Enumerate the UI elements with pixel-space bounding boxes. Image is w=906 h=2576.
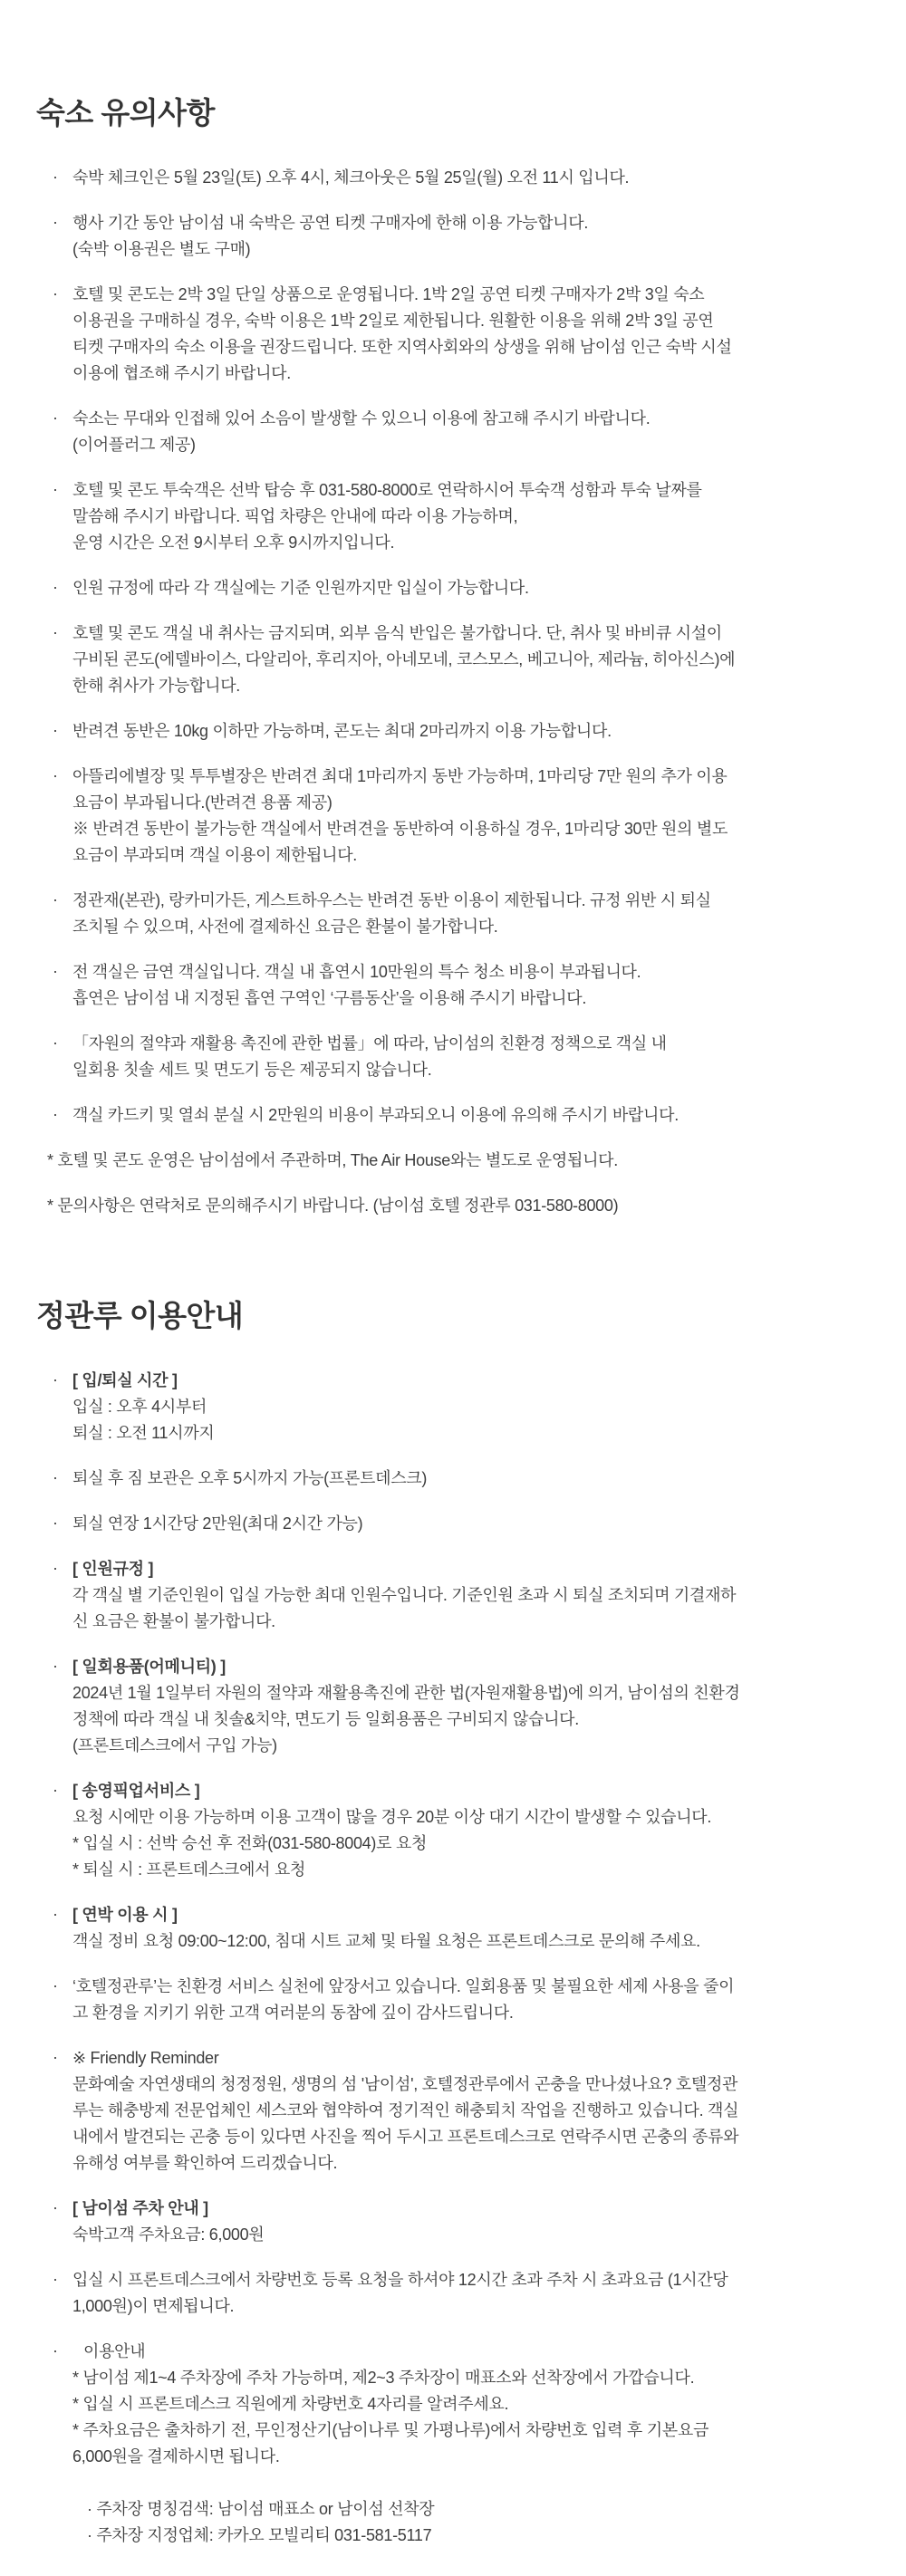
notice-line: * 남이섬 제1~4 주차장에 주차 가능하며, 제2~3 주차장이 매표소와 선착장에서 가깝습니다. (72, 2369, 695, 2387)
bullet-dot-icon: · (53, 1905, 58, 1923)
bullet-dot-icon: · (53, 1105, 58, 1123)
notice-item-text (72, 620, 872, 699)
notice-line: 고 환경을 지키기 위한 고객 여러분의 동참에 깊이 감사드립니다. (72, 2004, 514, 2022)
bullet-dot-icon: · (53, 2198, 58, 2216)
notice-item (36, 1102, 872, 1129)
notice-line: 구비된 콘도(에델바이스, 다알리아, 후리지아, 아네모네, 코스모스, 베고니아, 제라늄, 히아신스)에 (72, 650, 736, 668)
notice-item-text (47, 1148, 872, 1174)
notice-line: 요금이 부과되며 객실 이용이 제한됩니다. (72, 846, 357, 864)
notice-item (36, 1902, 872, 1955)
notice-item-text (72, 1031, 872, 1083)
bullet-dot-icon: · (53, 578, 58, 596)
notice-subheading: [ 연박 이용 시 ] (72, 1906, 178, 1924)
notice-line: 티켓 구매자의 숙소 이용을 권장드립니다. 또한 지역사회와의 상생을 위해 남이섬 인근 숙박 시설 (72, 338, 732, 356)
notice-item (36, 165, 872, 191)
notice-line: 요청 시에만 이용 가능하며 이용 고객이 많을 경우 20분 이상 대기 시간이 발생할 수 있습니다. (72, 1808, 712, 1826)
notice-line: 이용권을 구매하실 경우, 숙박 이용은 1박 2일로 제한됩니다. 원활한 이용을 위해 2박 3일 공연 (72, 312, 714, 330)
notice-line: * 입실 시 : 선박 승선 후 전화(031-580-8004)로 요청 (72, 1834, 428, 1852)
bullet-dot-icon: · (53, 480, 58, 498)
notice-item-text (72, 1556, 872, 1635)
notice-line: 숙소는 무대와 인접해 있어 소음이 발생할 수 있으니 이용에 참고해 주시기 바랍니다. (72, 409, 651, 428)
bullet-dot-icon: · (53, 1370, 58, 1389)
notice-item-text (47, 1193, 872, 1219)
bullet-dot-icon: · (53, 766, 58, 784)
notice-line: 반려견 동반은 10kg 이하만 가능하며, 콘도는 최대 2마리까지 이용 가능합니다. (72, 722, 612, 740)
bullet-dot-icon: · (53, 962, 58, 980)
jeonggwanru-guide-title: 정관루 이용안내 (36, 1299, 244, 1332)
notice-line: 6,000원을 결제하시면 됩니다. (72, 2447, 280, 2465)
bullet-dot-icon: · (53, 1976, 58, 1994)
notice-line: (숙박 이용권은 별도 구매) (72, 240, 251, 258)
notice-line: 이용에 협조해 주시기 바랍니다. (72, 364, 291, 382)
notice-item (36, 2267, 872, 2320)
notice-line: 한해 취사가 가능합니다. (72, 677, 240, 695)
notice-item (36, 282, 872, 387)
notice-item (36, 477, 872, 556)
notice-item-text (72, 406, 872, 458)
notice-line: ‘호텔정관루’는 친환경 서비스 실천에 앞장서고 있습니다. 일회용품 및 불필요한 세제 사용을 줄이 (72, 1977, 735, 1995)
notice-line: 정책에 따라 객실 내 칫솔&치약, 면도기 등 일회용품은 구비되지 않습니다. (72, 1710, 579, 1728)
notice-line: 객실 카드키 및 열쇠 분실 시 2만원의 비용이 부과되오니 이용에 유의해 주시기 바랍니다. (72, 1106, 679, 1124)
notice-item (36, 1031, 872, 1083)
notice-item (36, 406, 872, 458)
notice-item (36, 2339, 872, 2549)
notice-item-text (72, 888, 872, 940)
bullet-dot-icon: · (53, 721, 58, 739)
footnote-item (36, 1148, 872, 1174)
section-jeonggwanru-guide (36, 1297, 872, 2549)
notice-line: 요금이 부과됩니다.(반려견 용품 제공) (72, 793, 333, 812)
bullet-dot-icon: · (53, 890, 58, 908)
notice-line: 루는 해충방제 전문업체인 세스코와 협약하여 정기적인 해충퇴치 작업을 진행하고 있습니다. 객실 (72, 2101, 739, 2119)
notice-line: 흡연은 남이섬 내 지정된 흡연 구역인 ‘구름동산’을 이용해 주시기 바랍니다. (72, 989, 587, 1007)
notice-item (36, 1466, 872, 1492)
notice-line: 행사 기간 동안 남이섬 내 숙박은 공연 티켓 구매자에 한해 이용 가능합니다. (72, 214, 589, 232)
bullet-dot-icon: · (53, 1514, 58, 1532)
bullet-dot-icon: · (53, 1559, 58, 1577)
notice-item-text (72, 165, 872, 191)
notice-line: · 주차장 지정업체: 카카오 모빌리티 031-581-5117 (87, 2526, 432, 2544)
notice-line: 전 객실은 금연 객실입니다. 객실 내 흡연시 10만원의 특수 청소 비용이 부과됩니다. (72, 963, 641, 981)
notice-item (36, 1974, 872, 2026)
notice-line: * 퇴실 시 : 프론트데스크에서 요청 (72, 1860, 306, 1879)
notice-line: 내에서 발견되는 곤충 등이 있다면 사진을 찍어 두시고 프론트데스크로 연락주시면 곤충의 종류와 (72, 2128, 739, 2146)
bullet-dot-icon: · (53, 2270, 58, 2288)
notice-item-text (72, 2267, 872, 2320)
notice-line: 신 요금은 환불이 불가합니다. (72, 1612, 275, 1630)
notice-line: 객실 정비 요청 09:00~12:00, 침대 시트 교체 및 타월 요청은 프론트데스크로 문의해 주세요. (72, 1932, 700, 1950)
notice-item-text (72, 477, 872, 556)
bullet-dot-icon: · (53, 409, 58, 427)
notice-line: 2024년 1월 1일부터 자원의 절약과 재활용촉진에 관한 법(자원재활용법)에 의거, 남이섬의 친환경 (72, 1684, 740, 1702)
notice-item (36, 575, 872, 601)
notice-line: * 문의사항은 연락처로 문의해주시기 바랍니다. (남이섬 호텔 정관루 031-580-8000) (47, 1197, 619, 1215)
notice-line: 일회용 칫솔 세트 및 면도기 등은 제공되지 않습니다. (72, 1061, 432, 1079)
notice-subheading: [ 남이섬 주차 안내 ] (72, 2199, 208, 2217)
accommodation-notes-list (36, 165, 872, 1219)
notice-line: (이어플러그 제공) (72, 436, 196, 454)
notice-line: 말씀해 주시기 바랍니다. 픽업 차량은 안내에 따라 이용 가능하며, (72, 507, 518, 525)
notice-line: ※ 반려견 동반이 불가능한 객실에서 반려견을 동반하여 이용하실 경우, 1마리당 30만 원의 별도 (72, 820, 728, 838)
notice-item (36, 210, 872, 263)
notice-line: 호텔 및 콘도 투숙객은 선박 탑승 후 031-580-8000로 연락하시어 투숙객 성함과 투숙 날짜를 (72, 481, 702, 499)
notice-subheading: [ 인원규정 ] (72, 1560, 154, 1578)
notice-item (36, 2196, 872, 2248)
notice-item-text (72, 1654, 872, 1759)
notice-line: 「자원의 절약과 재활용 촉진에 관한 법률」에 따라, 남이섬의 친환경 정책으로 객실 내 (72, 1034, 667, 1053)
notice-line: 호텔 및 콘도 객실 내 취사는 금지되며, 외부 음식 반입은 불가합니다. 단, 취사 및 바비큐 시설이 (72, 624, 722, 642)
notice-line: * 주차요금은 출차하기 전, 무인정산기(남이나루 및 가평나루)에서 차량번호 입력 후 기본요금 (72, 2421, 709, 2439)
bullet-dot-icon: · (53, 623, 58, 641)
notice-line: * 입실 시 프론트데스크 직원에게 차량번호 4자리를 알려주세요. (72, 2395, 509, 2413)
notice-line: 입실 : 오후 4시부터 (72, 1398, 207, 1416)
notice-item-text (72, 1466, 872, 1492)
notice-item (36, 888, 872, 940)
notice-item-text (72, 1368, 872, 1447)
notice-line: 호텔 및 콘도는 2박 3일 단일 상품으로 운영됩니다. 1박 2일 공연 티켓 구매자가 2박 3일 숙소 (72, 285, 705, 303)
notice-subheading: [ 일회용품(어메니티) ] (72, 1658, 226, 1676)
notice-line: 각 객실 별 기준인원이 입실 가능한 최대 인원수입니다. 기준인원 초과 시 퇴실 조치되며 기결재하 (72, 1586, 737, 1604)
notice-item (36, 1511, 872, 1537)
notice-item (36, 718, 872, 745)
notice-item (36, 764, 872, 869)
notice-item (36, 1368, 872, 1447)
notice-item-text (72, 2045, 872, 2177)
bullet-dot-icon: · (53, 1657, 58, 1675)
bullet-dot-icon: · (53, 1033, 58, 1052)
notice-item-text (72, 1102, 872, 1129)
notice-item-text (72, 1902, 872, 1955)
notice-line: 1,000원)이 면제됩니다. (72, 2297, 235, 2315)
footnote-item (36, 1193, 872, 1219)
notice-item-text (72, 210, 872, 263)
notice-item-text (72, 575, 872, 601)
notice-item (36, 1778, 872, 1883)
notice-item (36, 1556, 872, 1635)
jeonggwanru-guide-list (36, 1368, 872, 2549)
notice-item-text (72, 1778, 872, 1883)
bullet-dot-icon: · (53, 2341, 58, 2360)
notice-item (36, 620, 872, 699)
notice-item-text (72, 2196, 872, 2248)
notice-line: 입실 시 프론트데스크에서 차량번호 등록 요청을 하셔야 12시간 초과 주차 시 초과요금 (1시간당 (72, 2271, 728, 2289)
bullet-dot-icon: · (53, 168, 58, 186)
notice-item-text (72, 959, 872, 1012)
notice-line: 퇴실 후 짐 보관은 오후 5시까지 가능(프론트데스크) (72, 1469, 428, 1487)
bullet-dot-icon: · (53, 1781, 58, 1799)
notice-item-text (72, 282, 872, 387)
notice-item-text (72, 764, 872, 869)
notice-line: * 호텔 및 콘도 운영은 남이섬에서 주관하며, The Air House와는 별도로 운영됩니다. (47, 1151, 618, 1169)
notice-line: 문화예술 자연생태의 청정정원, 생명의 섬 '남이섬', 호텔정관루에서 곤충을 만나셨나요? 호텔정관 (72, 2075, 738, 2093)
notice-item (36, 959, 872, 1012)
notice-line: 숙박 체크인은 5월 23일(토) 오후 4시, 체크아웃은 5월 25일(월) 오전 11시 입니다. (72, 168, 630, 187)
bullet-dot-icon: · (53, 2048, 58, 2066)
bullet-dot-icon: · (53, 284, 58, 303)
notice-line: 숙박고객 주차요금: 6,000원 (72, 2225, 265, 2244)
bullet-dot-icon: · (53, 213, 58, 231)
notice-item-text (72, 1974, 872, 2026)
notice-line: 아뜰리에별장 및 투투별장은 반려견 최대 1마리까지 동반 가능하며, 1마리당 7만 원의 추가 이용 (72, 767, 728, 785)
notice-line: 정관재(본관), 랑카미가든, 게스트하우스는 반려견 동반 이용이 제한됩니다. 규정 위반 시 퇴실 (72, 891, 711, 909)
notice-line: 운영 시간은 오전 9시부터 오후 9시까지입니다. (72, 533, 395, 552)
notice-item (36, 1654, 872, 1759)
accommodation-notes-title: 숙소 유의사항 (36, 96, 215, 130)
notice-line: 퇴실 : 오전 11시까지 (72, 1424, 215, 1442)
notice-item (36, 2045, 872, 2177)
notice-item-text (72, 1511, 872, 1537)
notice-subheading: [ 입/퇴실 시간 ] (72, 1371, 178, 1389)
notice-line: 이용안내 (83, 2342, 146, 2360)
notice-item-text (72, 2339, 872, 2549)
bullet-dot-icon: · (53, 1468, 58, 1486)
notice-line: 유해성 여부를 확인하여 드리겠습니다. (72, 2154, 338, 2172)
notice-line: · 주차장 명칭검색: 남이섬 매표소 or 남이섬 선착장 (87, 2500, 435, 2518)
notice-subheading: [ 송영픽업서비스 ] (72, 1782, 200, 1800)
notice-line: ※ Friendly Reminder (72, 2049, 219, 2067)
notice-line: 조치될 수 있으며, 사전에 결제하신 요금은 환불이 불가합니다. (72, 918, 498, 936)
notice-line: (프론트데스크에서 구입 가능) (72, 1736, 277, 1754)
notice-line: 인원 규정에 따라 각 객실에는 기준 인원까지만 입실이 가능합니다. (72, 579, 529, 597)
section-accommodation-notes (36, 94, 872, 1219)
notice-item-text (72, 718, 872, 745)
notice-line: 퇴실 연장 1시간당 2만원(최대 2시간 가능) (72, 1514, 363, 1533)
